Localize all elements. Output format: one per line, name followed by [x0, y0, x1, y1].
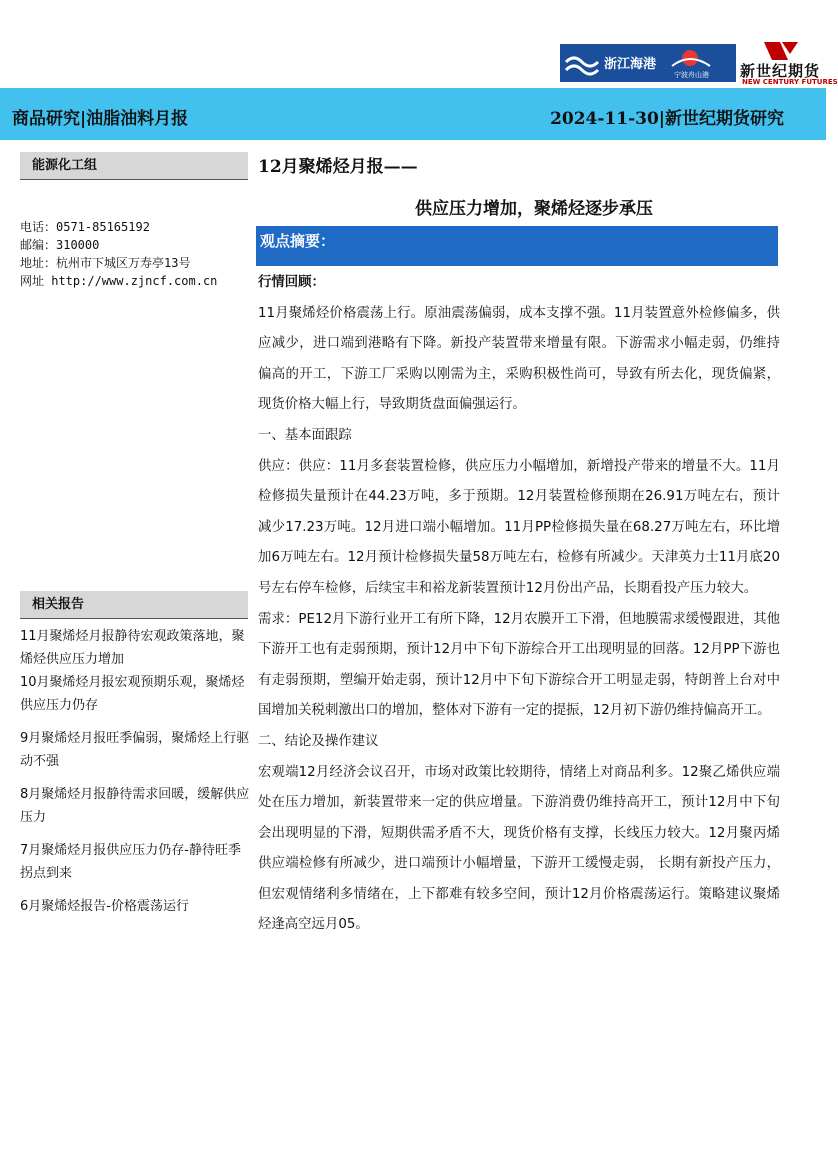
report-subtitle: 供应压力增加，聚烯烃逐步承压 — [415, 199, 653, 219]
section-conclusion-heading: 二、结论及操作建议 — [258, 733, 379, 749]
related-report-item[interactable]: 6月聚烯烃报告-价格震荡运行 — [20, 899, 189, 914]
related-reports-heading: 相关报告 — [20, 591, 248, 619]
related-report-item[interactable]: 9月聚烯烃月报旺季偏弱，聚烯烃上行驱动不强 — [20, 731, 250, 769]
related-report-item[interactable]: 11月聚烯烃月报静待宏观政策落地，聚烯烃供应压力增加 — [20, 629, 245, 667]
related-report-item[interactable]: 10月聚烯烃月报宏观预期乐观，聚烯烃供应压力仍存 — [20, 675, 245, 713]
contact-postcode: 邮编：310000 — [20, 238, 100, 252]
section-fundamentals-heading: 一、基本面跟踪 — [258, 427, 352, 443]
xinshiji-logo-cn: 新世纪期货 — [740, 62, 821, 80]
contact-phone: 电话：0571-85165192 — [20, 220, 150, 234]
related-reports-list — [20, 625, 252, 928]
main-title-block — [258, 152, 780, 222]
report-title: 12月聚烯烃月报—— — [258, 157, 418, 177]
conclusion-paragraph: 宏观端12月经济会议召开，市场对政策比较期待，情绪上对商品利多。12聚乙烯供应端处在压力增加，新装置带来一定的供应增量。下游消费仍维持高开工，预计12月中下旬会出现明显的下滑，短期供需矛盾不大，现货价格有支撑，长线压力较大。12月聚丙烯供应端检修有所减少，进口端预计小幅增量，下游开工缓慢走弱， 长期有新投产压力，但宏观情绪利多情绪在，上下都难有较多空间，预计12月价格震荡运行。策略建议聚烯烃逢高空远月05。 — [258, 764, 780, 933]
demand-paragraph: 需求：PE12月下游行业开工有所下降，12月农膜开工下滑，但地膜需求缓慢跟进，其他下游开工也有走弱预期，预计12月中下旬下游综合开工出现明显的回落。12月PP下游也有走弱预期，塑编开始走弱，预计12月中下旬下游综合开工明显走弱，特朗普上台对中国增加关税刺激出口的增加，整体对下游有一定的提振，12月初下游仍维持偏高开工。 — [258, 611, 780, 719]
supply-paragraph: 供应：供应：11月多套装置检修，供应压力小幅增加，新增投产带来的增量不大。11月检修损失量预计在44.23万吨，多于预期。12月装置检修预期在26.91万吨左右，预计减少17.23万吨。12月进口端小幅增加。11月PP检修损失量在68.27万吨左右，环比增加6万吨左右。12月预计检修损失量58万吨左右，检修有所减少。天津英力士11月底20号左右停车检修，后续宝丰和裕龙新装置预计12月份出产品，长期看投产压力较大。 — [258, 458, 780, 596]
report-category: 商品研究|油脂油料月报 — [12, 109, 189, 129]
contact-info — [20, 218, 217, 290]
zhejiang-port-logo — [560, 44, 736, 82]
review-heading: 行情回顾： — [258, 275, 325, 290]
report-date-source: 2024-11-30|新世纪期货研究 — [550, 109, 784, 129]
report-body — [258, 268, 780, 941]
contact-address: 地址：杭州市下城区万寿亭13号 — [20, 256, 191, 270]
ningbo-port-text: 宁波舟山港 — [674, 71, 709, 79]
xinshiji-emblem-icon — [762, 40, 802, 62]
zhejiang-port-text: 浙江海港 — [604, 57, 657, 72]
group-heading: 能源化工组 — [20, 152, 248, 180]
related-report-item[interactable]: 7月聚烯烃月报供应压力仍存-静待旺季拐点到来 — [20, 843, 241, 881]
summary-label-bar: 观点摘要： — [256, 226, 778, 266]
xinshiji-logo — [740, 40, 838, 88]
related-report-item[interactable]: 8月聚烯烃月报静待需求回暖，缓解供应压力 — [20, 787, 250, 825]
review-paragraph: 11月聚烯烃价格震荡上行。原油震荡偏弱，成本支撑不强。11月装置意外检修偏多，供应减少，进口端到港略有下降。新投产装置带来增量有限。下游需求小幅走弱，仍维持偏高的开工，下游工厂采购以刚需为主，采购积极性尚可，导致有所去化，现货偏紧，现货价格大幅上行，导致期货盘面偏强运行。 — [258, 305, 780, 413]
contact-website[interactable]: 网址 http://www.zjncf.com.cn — [20, 274, 218, 288]
xinshiji-logo-en: NEW CENTURY FUTURES — [742, 78, 838, 86]
